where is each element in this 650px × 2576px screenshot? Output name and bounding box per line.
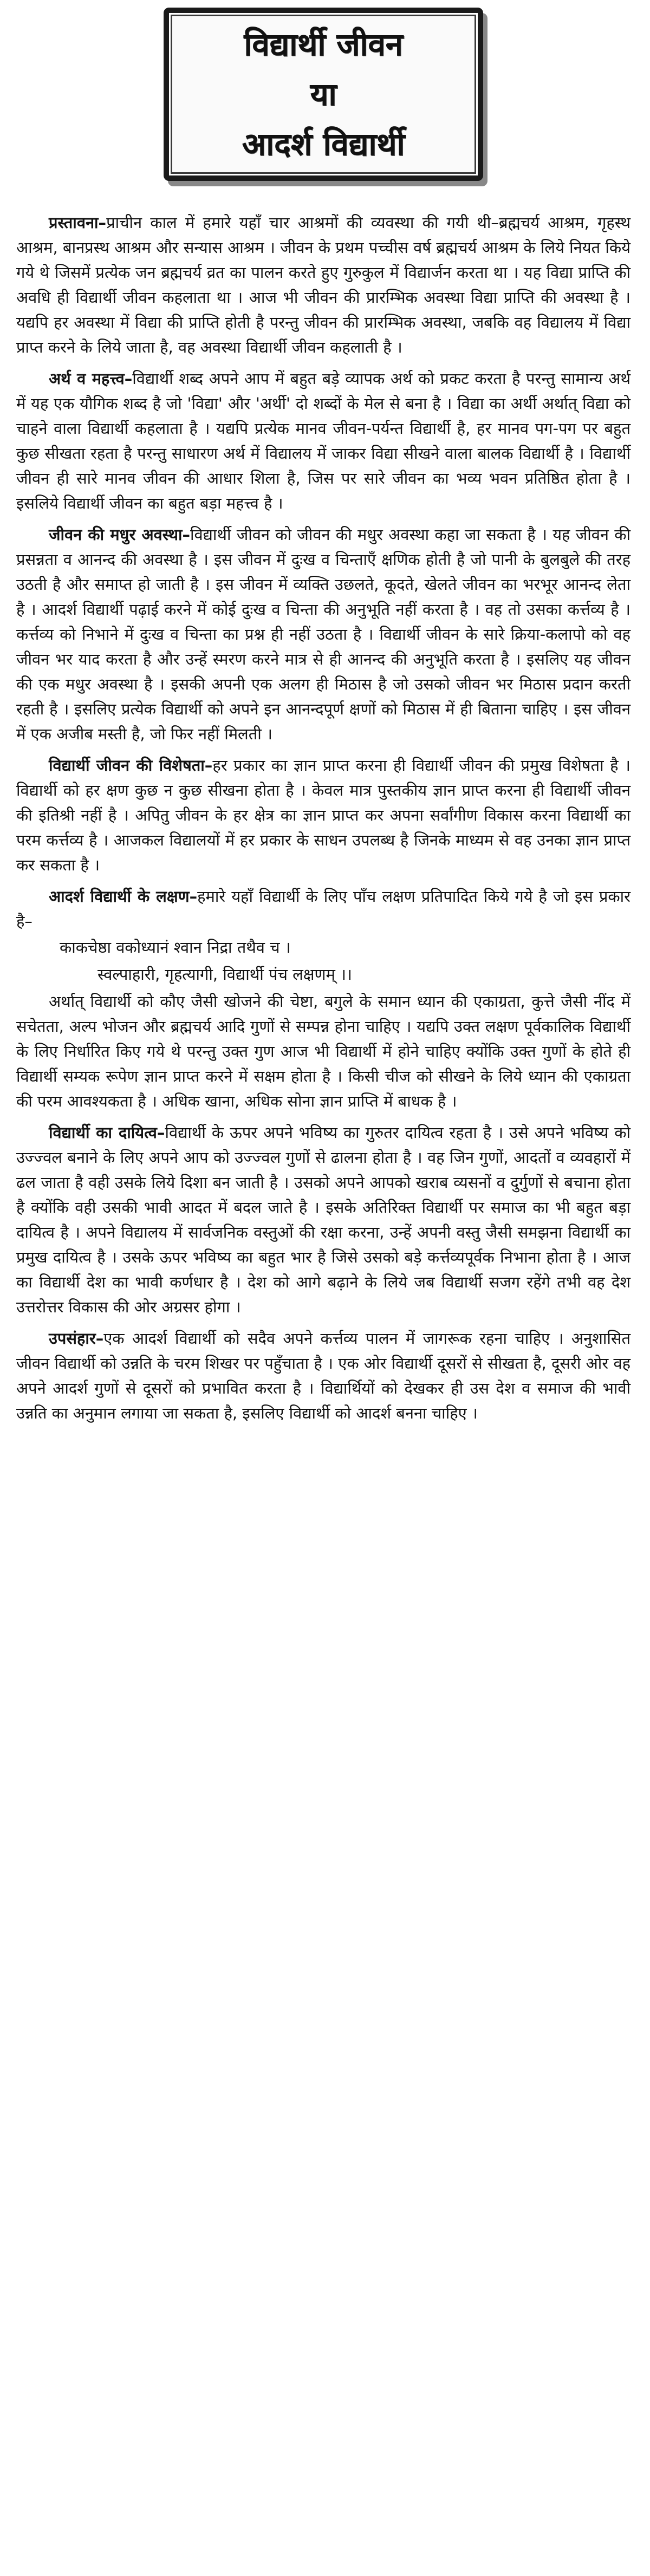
- section-text: विद्यार्थी शब्द अपने आप में बहुत बड़े व्यापक अर्थ को प्रकट करता है परन्तु सामान्य अर्थ में यह एक यौगिक शब्द है जो 'विद्या' और 'अर्थी' दो शब्दों के मेल से बना है । विद्या का अर्थी अर्थात् विद्या को चाहने वाला विद्यार्थी कहलाता है । यद्यपि प्रत्येक मानव जीवन-पर्यन्त विद्यार्थी है, हर मानव पग-पग पर बहुत कुछ सीखता रहता है परन्तु साधारण अर्थ में विद्यालय में जाकर विद्या सीखने वाला बालक विद्यार्थी है । विद्यार्थी जीवन ही सारे मानव जीवन की आधार शिला है, जिस पर सारे जीवन का भव्य भवन प्रतिष्ठित होता है । इसलिये विद्यार्थी जीवन का बहुत बड़ा महत्त्व है ।: [16, 369, 630, 512]
- essay-body: [16, 210, 630, 1426]
- verse-line-1: काकचेष्ठा वकोध्यानं श्वान निद्रा तथैव च ।: [60, 938, 291, 957]
- section-text: हर प्रकार का ज्ञान प्राप्त करना ही विद्यार्थी जीवन की प्रमुख विशेषता है । विद्यार्थी को हर क्षण कुछ न कुछ सीखना होता है । केवल मात्र पुस्तकीय ज्ञान प्राप्त करना ही विद्यार्थी जीवन की इतिश्री नहीं है । अपितु जीवन के हर क्षेत्र का ज्ञान प्राप्त कर अपना सर्वांगीण विकास करना विद्यार्थी का परम कर्त्तव्य है । आजकल विद्यालयों में हर प्रकार के साधन उपलब्ध है जिनके माध्यम से वह उनका ज्ञान प्राप्त कर सकता है ।: [16, 756, 631, 874]
- section-text: प्राचीन काल में हमारे यहाँ चार आश्रमों की व्यवस्था की गयी थी–ब्रह्मचर्य आश्रम, गृहस्थ आश्रम, बानप्रस्थ आश्रम और सन्यास आश्रम । जीवन के प्रथम पच्चीस वर्ष ब्रह्मचर्य आश्रम के लिये नियत किये गये थे जिसमें प्रत्येक जन ब्रह्मचर्य व्रत का पालन करते हुए गुरुकुल में विद्यार्जन करता था । यह विद्या प्राप्ति की अवधि ही विद्यार्थी जीवन कहलाता था । आज भी जीवन की प्रारम्भिक अवस्था विद्या प्राप्ति की अवस्था है । यद्यपि हर अवस्था में विद्या की प्राप्ति होती है परन्तु जीवन की प्रारम्भिक अवस्था, जबकि वह विद्यालय में विद्या प्राप्त करने के लिये जाता है, वह अवस्था विद्यार्थी जीवन कहलाती है ।: [16, 213, 630, 356]
- section-heading: विद्यार्थी जीवन की विशेषता–: [49, 756, 213, 775]
- section-text: विद्यार्थी जीवन को जीवन की मधुर अवस्था कहा जा सकता है । यह जीवन की प्रसन्नता व आनन्द की अवस्था है । इस जीवन में दुःख व चिन्ताएँ क्षणिक होती है जो पानी के बुलबुले की तरह उठती है और समाप्त हो जाती है । इस जीवन में व्यक्ति उछलते, कूदते, खेलते जीवन का भरभूर आनन्द लेता है । आदर्श विद्यार्थी पढ़ाई करने में कोई दुःख व चिन्ता की अनुभूति नहीं करता है । वह तो उसका कर्त्तव्य है । कर्त्तव्य को निभाने में दुःख व चिन्ता का प्रश्न ही नहीं उठता है । विद्यार्थी जीवन के सारे क्रिया-कलापो को वह जीवन भर याद करता है और उन्हें स्मरण करने मात्र से ही आनन्द की अनुभूति करता है । इसलिए यह जीवन की एक मधुर अवस्था है । इसकी अपनी एक अलग ही मिठास है जो उसको जीवन भर मिठास प्रदान करती रहती है । इसलिए प्रत्येक विद्यार्थी को अपने इन आनन्दपूर्ण क्षणों को मिठास में ही बिताना चाहिए । इस जीवन में एक अजीब मस्ती है, जो फिर नहीं मिलती ।: [16, 525, 631, 743]
- title-line-2: या: [310, 76, 337, 113]
- characteristics-continuation: अर्थात् विद्यार्थी को कौए जैसी खोजने की चेष्टा, बगुले के समान ध्यान की एकाग्रता, कुत्ते जैसी नींद में सचेतता, अल्प भोजन और ब्रह्मचर्य आदि गुणों से सम्पन्न होना चाहिए । यद्यपि उक्त लक्षण पूर्वकालिक विद्यार्थी के लिए निर्धारित किए गये थे परन्तु उक्त गुण आज भी विद्यार्थी में होने चाहिए क्योंकि उक्त गुणों के होते ही विद्यार्थी सम्यक रूपेण ज्ञान प्राप्त करने में सक्षम होता है । किसी चीज को सीखने के लिये ध्यान की एकाग्रता की परम आवश्यकता है । अधिक खाना, अधिक सोना ज्ञान प्राप्ति में बाधक है ।: [16, 992, 630, 1110]
- section-text: एक आदर्श विद्यार्थी को सदैव अपने कर्त्तव्य पालन में जागरूक रहना चाहिए । अनुशासित जीवन विद्यार्थी को उन्नति के चरम शिखर पर पहुँचाता है । एक ओर विद्यार्थी दूसरों से सीखता है, दूसरी ओर वह अपने आदर्श गुणों से दूसरों को प्रभावित करता है । विद्यार्थियों को देखकर ही उस देश व समाज की भावी उन्नति का अनुमान लगाया जा सकता है, इसलिए विद्यार्थी को आदर्श बनना चाहिए ।: [16, 1329, 630, 1422]
- section-heading: विद्यार्थी का दायित्व–: [49, 1123, 165, 1142]
- section-responsibility: [16, 1120, 630, 1319]
- section-speciality: [16, 753, 630, 877]
- section-heading: उपसंहार–: [49, 1329, 104, 1348]
- section-introduction: [16, 210, 630, 360]
- section-conclusion: [16, 1326, 630, 1426]
- section-text: हमारे यहाँ विद्यार्थी के लिए पाँच लक्षण प्रतिपादित किये गये है जो इस प्रकार है–: [16, 887, 631, 931]
- section-meaning-importance: [16, 366, 630, 516]
- section-heading: जीवन की मधुर अवस्था–: [49, 525, 191, 544]
- verse-line-2: स्वल्पाहारी, गृहत्यागी, विद्यार्थी पंच लक्षणम् ।।: [98, 965, 353, 984]
- title-box: [164, 8, 483, 181]
- title-line-1: विद्यार्थी जीवन: [244, 26, 403, 63]
- title-area: [16, 0, 630, 181]
- section-characteristics: [16, 884, 630, 934]
- title-line-3: आदर्श विद्यार्थी: [242, 126, 405, 162]
- section-heading: प्रस्तावना–: [49, 213, 107, 232]
- section-sweet-stage: [16, 522, 630, 746]
- section-text: विद्यार्थी के ऊपर अपने भविष्य का गुरुतर दायित्व रहता है । उसे अपने भविष्य को उज्ज्वल बनाने के लिए अपने आप को उज्ज्वल गुणों से ढालना होता है । वह जिन गुणों, आदतों व व्यवहारों में ढल जाता है वही उसके लिये दिशा बन जाती है । उसको अपने आपको खराब व्यसनों व दुर्गुणों से बचाना होता है क्योंकि वही उसकी भावी आदत में बदल जाते है । इसके अतिरिक्त विद्यार्थी पर समाज का भी बहुत बड़ा दायित्व है । अपने विद्यालय में सार्वजनिक वस्तुओं की रक्षा करना, उन्हें अपनी वस्तु जैसी समझना विद्यार्थी का प्रमुख दायित्व है । उसके ऊपर भविष्य का बहुत भार है जिसे उसको बड़े कर्त्तव्यपूर्वक निभाना होता है । आज का विद्यार्थी देश का भावी कर्णधार है । देश को आगे बढ़ाने के लिये जब विद्यार्थी सजग रहेंगे तभी वह देश उत्तरोत्तर विकास की ओर अग्रसर होगा ।: [16, 1123, 631, 1316]
- section-heading: अर्थ व महत्त्व–: [49, 369, 133, 388]
- section-heading: आदर्श विद्यार्थी के लक्षण–: [49, 887, 198, 906]
